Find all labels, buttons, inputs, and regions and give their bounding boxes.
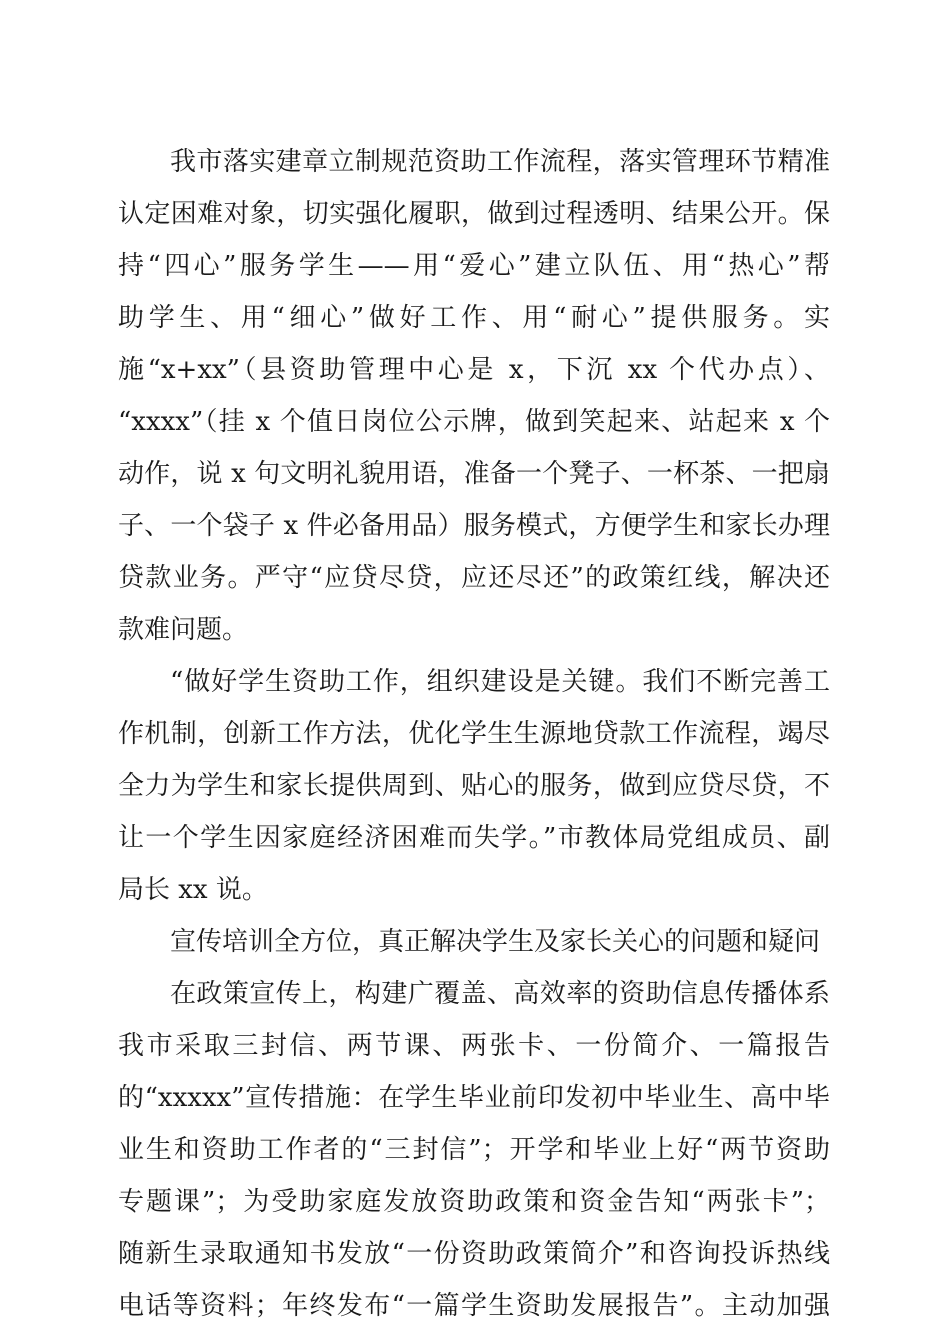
text-line: 款难问题。 <box>118 615 249 645</box>
paragraph-2 <box>118 656 830 916</box>
text-line: 宣传培训全方位，真正解决学生及家长关心的问题和疑问 <box>170 927 821 957</box>
text-line: 在政策宣传上，构建广覆盖、高效率的资助信息传播体系 <box>170 979 830 1009</box>
paragraph-4 <box>118 968 830 1332</box>
text-line: 作机制，创新工作方法，优化学生生源地贷款工作流程，竭尽 <box>118 719 830 749</box>
text-line: 专题课”；为受助家庭发放资助政策和资金告知“两张卡”； <box>118 1187 830 1217</box>
section-heading <box>118 916 830 968</box>
paragraph-1 <box>118 136 830 656</box>
text-line: 助学生、用“细心”做好工作、用“耐心”提供服务。实 <box>118 303 830 333</box>
text-line: 认定困难对象，切实强化履职，做到过程透明、结果公开。保 <box>118 199 830 229</box>
text-line: 子、一个袋子 x 件必备用品）服务模式，方便学生和家长办理 <box>118 511 830 541</box>
text-line: 让一个学生因家庭经济困难而失学。”市教体局党组成员、副 <box>118 823 830 853</box>
text-line: 局长 xx 说。 <box>118 875 268 905</box>
text-line: 持“四心”服务学生——用“爱心”建立队伍、用“热心”帮 <box>118 251 830 281</box>
text-line: “xxxx”（挂 x 个值日岗位公示牌，做到笑起来、站起来 x 个 <box>118 407 830 437</box>
text-line: 业生和资助工作者的“三封信”；开学和毕业上好“两节资助 <box>118 1135 830 1165</box>
text-line: “做好学生资助工作，组织建设是关键。我们不断完善工 <box>170 667 830 697</box>
text-line: 电话等资料；年终发布“一篇学生资助发展报告”。主动加强 <box>118 1291 830 1321</box>
text-line: 动作，说 x 句文明礼貌用语，准备一个凳子、一杯茶、一把扇 <box>118 459 830 489</box>
document-body <box>118 136 830 1332</box>
text-line: 的“xxxxx”宣传措施：在学生毕业前印发初中毕业生、高中毕 <box>118 1083 830 1113</box>
text-line: 随新生录取通知书发放“一份资助政策简介”和咨询投诉热线 <box>118 1239 830 1269</box>
text-line: 我市落实建章立制规范资助工作流程，落实管理环节精准 <box>170 147 830 177</box>
text-line: 贷款业务。严守“应贷尽贷，应还尽还”的政策红线，解决还 <box>118 563 830 593</box>
text-line: 全力为学生和家长提供周到、贴心的服务，做到应贷尽贷，不 <box>118 771 830 801</box>
text-line: 我市采取三封信、两节课、两张卡、一份简介、一篇报告 <box>118 1031 830 1061</box>
text-line: 施“x+xx”（县资助管理中心是 x，下沉 xx 个代办点）、 <box>118 355 830 385</box>
